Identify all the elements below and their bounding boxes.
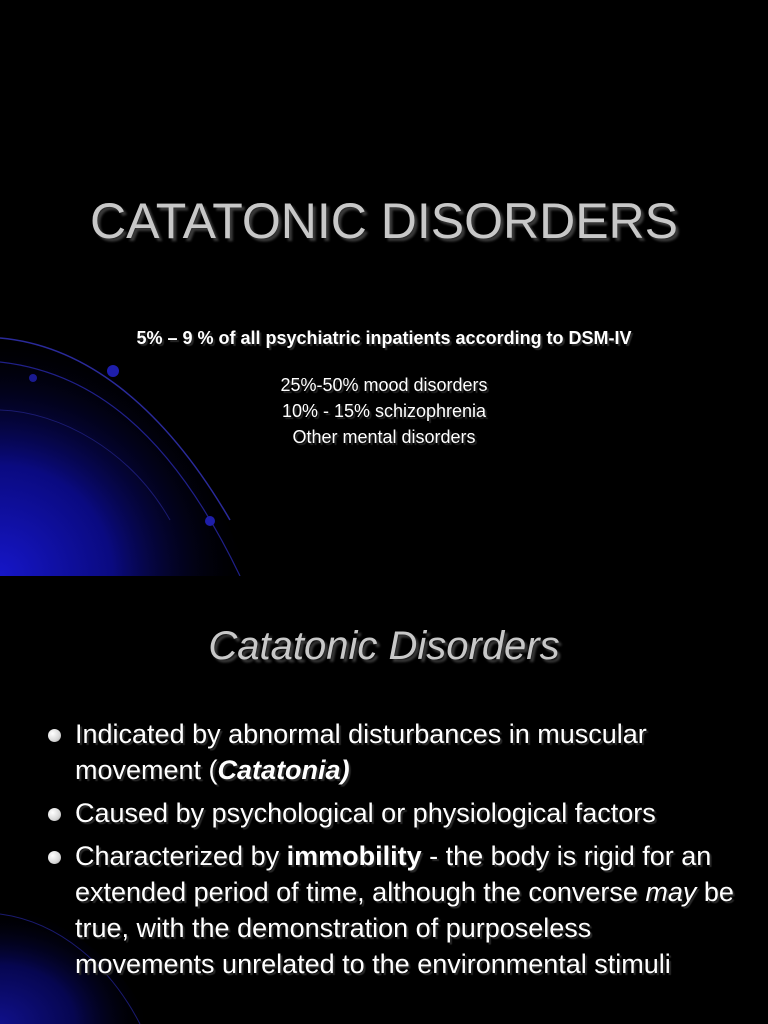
slide-1-line-other: Other mental disorders	[292, 427, 476, 447]
slide-1-line-schizophrenia: 10% - 15% schizophrenia	[281, 401, 487, 421]
bullet-dot-icon	[48, 729, 61, 742]
bullet-3-mid: - the body is rigid for an extended period of time, although the converse	[75, 841, 712, 907]
slide-2	[0, 576, 768, 1024]
slide-1-line-mood: 25%-50% mood disorders	[280, 375, 488, 395]
bullet-item	[44, 716, 734, 788]
bullet-item	[44, 838, 734, 982]
slide-1-lead-statistic: 5% – 9 % of all psychiatric inpatients according to DSM-IV	[136, 328, 632, 348]
bullet-3-pre: Characterized by	[75, 841, 287, 871]
bullet-dot-icon	[48, 808, 61, 821]
bullet-dot-icon	[48, 851, 61, 864]
slide-2-bullet-list	[44, 716, 734, 989]
slide-2-title: Catatonic Disorders	[208, 624, 560, 668]
bullet-1-term: Catatonia)	[217, 755, 350, 785]
bullet-2-text: Caused by psychological or physiological factors	[75, 798, 656, 828]
slide-1-title: CATATONIC DISORDERS	[89, 193, 678, 249]
bullet-3-post: be true, with the demonstration of purposeless movements unrelated to the environmental stimuli	[75, 877, 734, 979]
bullet-item	[44, 795, 734, 831]
bullet-3-em: may	[645, 877, 697, 907]
bullet-1-text: Indicated by abnormal disturbances in muscular movement (	[75, 719, 647, 785]
bullet-3-strong: immobility	[286, 841, 422, 871]
